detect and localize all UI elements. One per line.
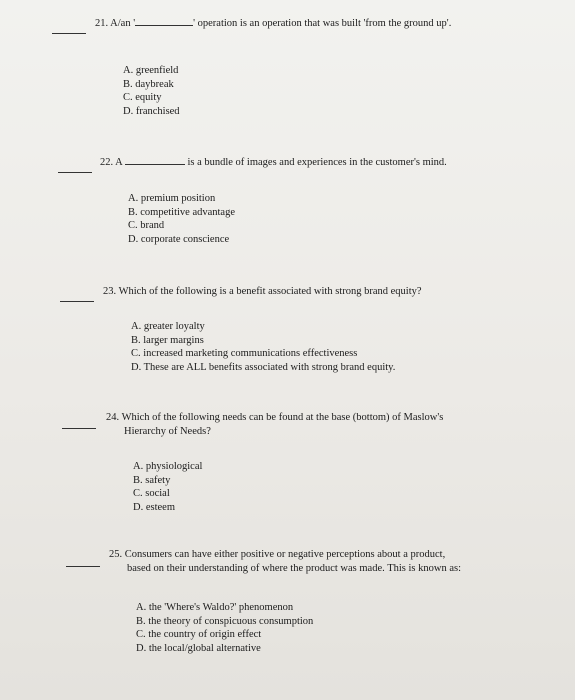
answer-blank-25[interactable] — [66, 566, 100, 567]
question-text-before: A/an ' — [110, 18, 136, 29]
options-25 — [136, 601, 313, 655]
question-text-before: A — [115, 157, 123, 168]
answer-blank-24[interactable] — [62, 428, 96, 429]
inline-blank — [135, 16, 193, 26]
question-24-text — [106, 411, 526, 439]
question-text: Which of the following is a benefit associated with strong brand equity? — [118, 286, 422, 297]
inline-blank — [125, 155, 185, 165]
question-text-after: ' operation is an operation that was built 'from the ground up'. — [193, 18, 452, 29]
question-22-text — [100, 155, 520, 170]
question-number: 21. — [95, 18, 109, 29]
option-b[interactable]: B. daybreak — [123, 78, 174, 90]
option-c[interactable]: C. increased marketing communications effectiveness — [131, 348, 358, 359]
option-c[interactable]: C. the country of origin effect — [136, 629, 262, 640]
options-21 — [123, 64, 180, 118]
option-b[interactable]: B. the theory of conspicuous consumption — [136, 615, 314, 627]
option-b[interactable]: B. competitive advantage — [128, 206, 236, 218]
option-a[interactable]: A. greenfield — [123, 65, 179, 76]
options-22 — [128, 192, 235, 246]
option-a[interactable]: A. physiological — [133, 461, 203, 472]
answer-blank-23[interactable] — [60, 301, 94, 302]
question-25-text — [109, 548, 529, 576]
answer-blank-21[interactable] — [52, 33, 86, 34]
option-c[interactable]: C. equity — [123, 92, 162, 103]
option-d[interactable]: D. the local/global alternative — [136, 642, 261, 654]
question-text-line1: Which of the following needs can be found at the base (bottom) of Maslow's — [121, 412, 444, 423]
option-a[interactable]: A. premium position — [128, 193, 216, 204]
option-d[interactable]: D. esteem — [133, 501, 175, 513]
option-d[interactable]: D. corporate conscience — [128, 233, 230, 245]
option-d[interactable]: D. These are ALL benefits associated with strong brand equity. — [131, 361, 396, 373]
question-21-text — [95, 16, 485, 31]
options-23 — [131, 320, 395, 374]
option-a[interactable]: A. the 'Where's Waldo?' phenomenon — [136, 602, 294, 613]
question-23-text — [103, 285, 523, 299]
option-c[interactable]: C. social — [133, 488, 170, 499]
question-text-after: is a bundle of images and experiences in the customer's mind. — [187, 157, 447, 168]
question-text-line1: Consumers can have either positive or negative perceptions about a product, — [124, 549, 446, 560]
options-24 — [133, 460, 202, 514]
question-number: 25. — [109, 549, 123, 560]
question-number: 23. — [103, 286, 117, 297]
question-text-line2: based on their understanding of where the product was made. This is known as: — [127, 563, 461, 574]
question-number: 22. — [100, 157, 114, 168]
option-c[interactable]: C. brand — [128, 220, 165, 231]
option-a[interactable]: A. greater loyalty — [131, 321, 205, 332]
answer-blank-22[interactable] — [58, 172, 92, 173]
option-b[interactable]: B. safety — [133, 474, 171, 486]
option-b[interactable]: B. larger margins — [131, 334, 204, 346]
option-d[interactable]: D. franchised — [123, 105, 180, 117]
question-text-line2: Hierarchy of Needs? — [124, 426, 211, 437]
question-number: 24. — [106, 412, 120, 423]
